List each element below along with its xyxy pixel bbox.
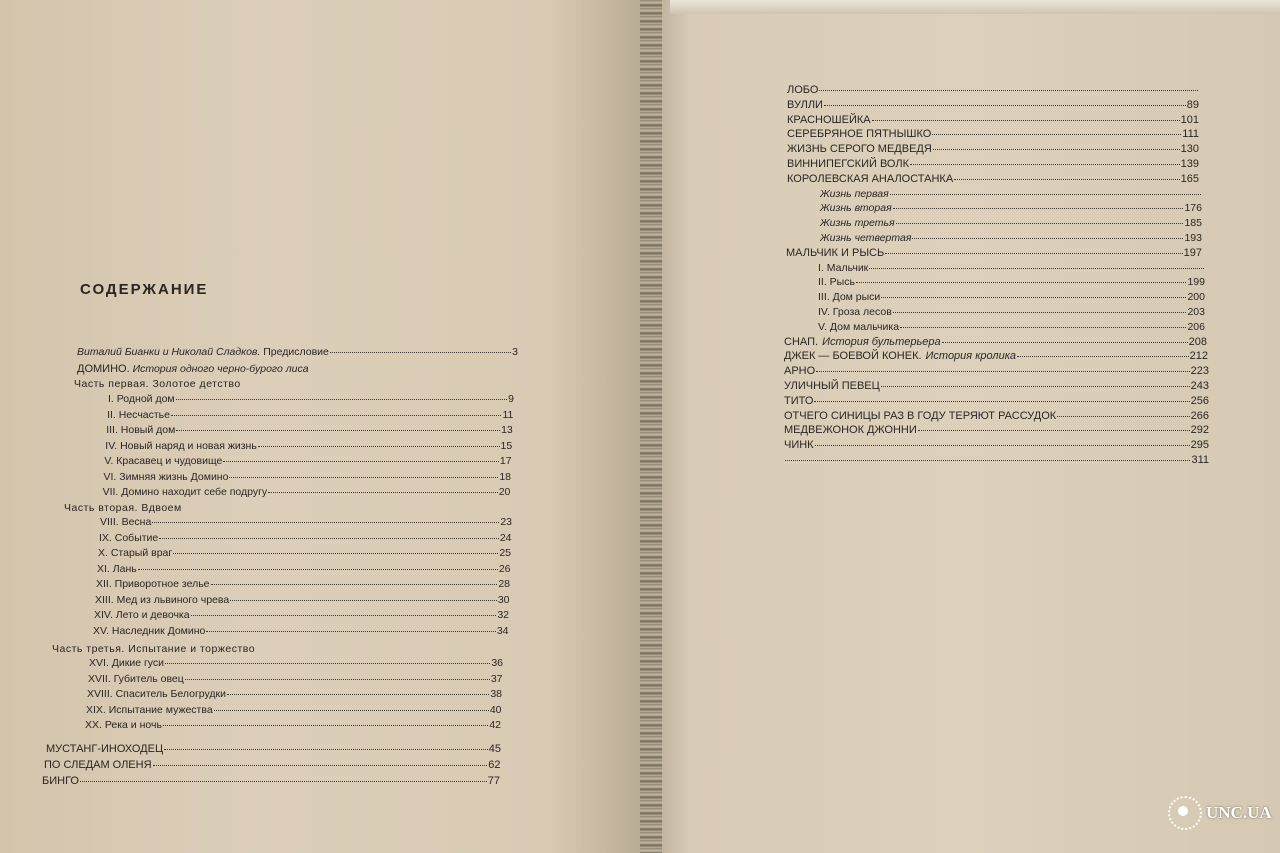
- leader-dots: [159, 538, 499, 539]
- toc-entry-chapter: [103, 485, 511, 499]
- page-number: 206: [1187, 320, 1205, 333]
- toc-entry-story: [786, 246, 1202, 260]
- page-number: 89: [1186, 98, 1199, 111]
- leader-dots: [206, 631, 495, 632]
- entry-label: КРАСНОШЕЙКА: [787, 113, 871, 126]
- entry-label: БИНГО: [42, 775, 79, 787]
- entry-label: IV. Гроза лесов: [818, 306, 892, 318]
- entry-label: ЧИНК: [784, 439, 814, 452]
- leader-dots: [893, 312, 1187, 313]
- page-number: 45: [488, 743, 501, 755]
- entry-label: VIII. Весна: [100, 516, 152, 528]
- toc-entry-chapter: [87, 687, 502, 701]
- leader-dots: [869, 268, 1204, 269]
- toc-entry-preface: [77, 345, 518, 359]
- toc-entry-chapter: [88, 672, 503, 686]
- leader-dots: [171, 415, 501, 416]
- leader-dots: [191, 615, 497, 616]
- entry-label: II. Несчастье: [107, 408, 170, 421]
- toc-entry-chapter: [104, 470, 512, 484]
- leader-dots: [942, 342, 1188, 343]
- page-number: 203: [1187, 306, 1205, 318]
- entry-label: ЖИЗНЬ СЕРОГО МЕДВЕДЯ: [787, 143, 932, 156]
- toc-entry-chapter: [818, 320, 1205, 334]
- toc-entry-chapter: [99, 531, 512, 545]
- page-number: 243: [1190, 380, 1209, 392]
- page-number: 38: [490, 688, 502, 700]
- toc-entry-story: [787, 172, 1199, 186]
- leader-dots: [814, 401, 1189, 402]
- leader-dots: [163, 725, 488, 726]
- part-heading-1: Часть первая. Золотое детство: [74, 378, 241, 390]
- leader-dots: [229, 477, 498, 478]
- entry-label: ВИННИПЕГСКИЙ ВОЛК: [787, 158, 909, 170]
- page-number: 176: [1184, 202, 1202, 215]
- entry-label: XIII. Мед из львиного чрева: [95, 593, 230, 606]
- leader-dots: [1017, 356, 1189, 357]
- leader-dots: [912, 238, 1183, 239]
- toc-entry-story: [787, 98, 1199, 112]
- entry-label: УЛИЧНЫЙ ПЕВЕЦ: [784, 380, 880, 392]
- toc-entry-story: [787, 113, 1199, 127]
- page-number: 20: [498, 486, 511, 498]
- page-number: 37: [490, 672, 503, 685]
- leader-dots: [918, 430, 1190, 431]
- leader-dots: [856, 282, 1187, 283]
- entry-label: XX. Река и ночь: [85, 719, 162, 731]
- book-spine: [640, 0, 662, 853]
- page-number: 36: [491, 657, 503, 669]
- page-number: 25: [499, 547, 511, 559]
- leader-dots: [268, 492, 498, 493]
- toc-entry-story: [784, 349, 1208, 363]
- leader-dots: [258, 446, 500, 447]
- entry-label: ЛОБО: [787, 84, 819, 96]
- entry-label: XVI. Дикие гуси: [89, 657, 165, 669]
- leader-dots: [885, 253, 1182, 254]
- page-number: 212: [1189, 350, 1208, 363]
- page-number: 13: [501, 424, 513, 436]
- entry-label: III. Дом рыси: [818, 291, 881, 304]
- entry-label: I. Мальчик: [818, 261, 869, 274]
- toc-entry-chapter: [105, 439, 512, 453]
- page-number: 11: [502, 408, 514, 421]
- leader-dots: [153, 765, 488, 766]
- contents-title: СОДЕРЖАНИЕ: [80, 281, 209, 298]
- page-number: 77: [487, 775, 500, 787]
- entry-label: МУСТАНГ-ИНОХОДЕЦ: [46, 743, 164, 755]
- leader-dots: [819, 90, 1198, 91]
- toc-entry-story: [784, 335, 1207, 349]
- entry-label: Жизнь четвертая: [820, 232, 912, 244]
- page-number: 185: [1184, 217, 1202, 230]
- toc-entry-story: [784, 394, 1209, 408]
- toc-entry-chapter: [820, 201, 1202, 215]
- toc-entry-chapter: [818, 290, 1205, 304]
- toc-entry-story: [787, 127, 1199, 141]
- entry-label: XV. Наследник Домино: [93, 624, 206, 637]
- toc-entry-story: [784, 409, 1209, 423]
- entry-label: ОТЧЕГО СИНИЦЫ РАЗ В ГОДУ ТЕРЯЮТ РАССУДОК: [784, 409, 1057, 422]
- leader-dots: [816, 371, 1189, 372]
- entry-label: XVIII. Спаситель Белогрудки: [87, 688, 227, 700]
- entry-label: XI. Лань: [97, 562, 137, 575]
- page-number: 28: [498, 578, 510, 590]
- entry-subtitle: История бультерьера: [822, 335, 941, 348]
- toc-entry-chapter: [97, 562, 511, 576]
- page-number: 42: [489, 719, 501, 731]
- toc-entry-chapter: [818, 261, 1205, 275]
- page-number: 256: [1190, 394, 1209, 407]
- leader-dots: [910, 164, 1180, 165]
- leader-dots: [152, 522, 499, 523]
- page-number: 193: [1184, 232, 1202, 244]
- toc-entry-story: [787, 83, 1199, 97]
- toc-entry-chapter: [818, 275, 1205, 289]
- entry-label: ПО СЛЕДАМ ОЛЕНЯ: [44, 759, 152, 771]
- toc-entry-chapter: [98, 546, 511, 560]
- preface-label: Предисловие: [263, 346, 329, 358]
- leader-dots: [881, 297, 1186, 298]
- toc-entry-story: [44, 758, 501, 772]
- entry-label: Жизнь третья: [820, 217, 895, 230]
- toc-entry-chapter: [95, 593, 510, 607]
- entry-label: III. Новый дом: [106, 424, 176, 436]
- toc-entry-chapter: [107, 408, 513, 422]
- page-number: 26: [498, 562, 511, 575]
- page-number: 200: [1187, 291, 1205, 304]
- page-number: 111: [1182, 128, 1199, 141]
- entry-label: VI. Зимняя жизнь Домино: [103, 470, 229, 483]
- entry-label: ВУЛЛИ: [787, 98, 823, 111]
- domino-subtitle: История одного черно-бурого лиса: [132, 363, 309, 375]
- toc-entry-chapter: [85, 718, 501, 732]
- leader-dots: [185, 679, 490, 680]
- toc-entry-story: [784, 453, 1209, 467]
- entry-label: ДЖЕК — БОЕВОЙ КОНЕК.: [784, 350, 922, 363]
- toc-entry-chapter: [96, 577, 510, 591]
- page-number: 30: [497, 593, 510, 606]
- page-number: 24: [499, 531, 512, 544]
- entry-label: XIV. Лето и девочка: [94, 609, 190, 621]
- page-number: 101: [1180, 113, 1199, 126]
- toc-entry-story: [784, 438, 1209, 452]
- entry-label: XII. Приворотное зелье: [96, 578, 210, 590]
- leader-dots: [785, 460, 1190, 461]
- leader-dots: [954, 179, 1179, 180]
- leader-dots: [933, 149, 1180, 150]
- leader-dots: [227, 694, 489, 695]
- leader-dots: [890, 194, 1201, 195]
- toc-entry-chapter: [818, 305, 1205, 319]
- leader-dots: [165, 663, 490, 664]
- toc-entry-story: [784, 364, 1209, 378]
- entry-label: II. Рысь: [818, 276, 855, 289]
- entry-label: V. Дом мальчика: [818, 320, 900, 333]
- toc-entry-chapter: [104, 454, 511, 468]
- entry-label: Жизнь первая: [820, 187, 889, 200]
- toc-entry-story: [784, 423, 1209, 437]
- page-number: 17: [499, 455, 512, 467]
- page-number: 139: [1180, 158, 1199, 170]
- entry-label: XIX. Испытание мужества: [86, 703, 213, 716]
- page-number: 165: [1180, 172, 1199, 185]
- preface-author: Виталий Бианки и Николай Сладков.: [77, 346, 261, 358]
- entry-label: V. Красавец и чудовище: [104, 455, 223, 467]
- page-number: 9: [508, 393, 514, 405]
- toc-entry-chapter: [93, 624, 509, 638]
- page-number: 23: [500, 516, 512, 528]
- page-number: 266: [1190, 409, 1209, 422]
- page-number: 62: [488, 759, 501, 771]
- leader-dots: [223, 461, 499, 462]
- page-number: 223: [1190, 365, 1209, 378]
- toc-entry-story: [784, 379, 1209, 393]
- leader-dots: [872, 120, 1180, 121]
- page-number: 32: [497, 609, 509, 621]
- page-number: 34: [496, 624, 509, 637]
- leader-dots: [176, 399, 508, 400]
- leader-dots: [211, 584, 498, 585]
- sun-logo-icon: [1168, 796, 1202, 830]
- page-number: 130: [1180, 143, 1199, 156]
- toc-entry-chapter: [100, 515, 512, 529]
- watermark-text: UNC.UA: [1206, 803, 1272, 822]
- leader-dots: [330, 352, 511, 353]
- leader-dots: [230, 600, 497, 601]
- entry-subtitle: История кролика: [925, 350, 1017, 363]
- toc-entry-chapter: [86, 703, 502, 717]
- part-heading-3: Часть третья. Испытание и торжество: [52, 643, 256, 655]
- page-number: 15: [500, 439, 513, 452]
- domino-title: ДОМИНО.: [77, 363, 130, 375]
- entry-label: IX. Событие: [99, 531, 159, 544]
- page-number: 199: [1187, 276, 1205, 289]
- page-number: 40: [489, 703, 502, 716]
- toc-entry-story: [42, 774, 500, 788]
- page-number: 3: [512, 346, 518, 358]
- leader-dots: [881, 386, 1190, 387]
- leader-dots: [173, 553, 498, 554]
- leader-dots: [815, 445, 1190, 446]
- toc-entry-chapter: [820, 231, 1202, 245]
- toc-heading-domino: [77, 362, 309, 376]
- page-number: 197: [1183, 246, 1202, 259]
- leader-dots: [900, 327, 1186, 328]
- watermark: [1168, 796, 1272, 830]
- toc-entry-chapter: [108, 392, 514, 406]
- leader-dots: [214, 710, 489, 711]
- toc-entry-story: [787, 142, 1199, 156]
- entry-label: СНАП.: [784, 335, 819, 348]
- leader-dots: [138, 569, 498, 570]
- leader-dots: [893, 208, 1184, 209]
- entry-label: I. Родной дом: [108, 393, 175, 405]
- part-heading-2: Часть вторая. Вдвоем: [64, 502, 182, 514]
- leader-dots: [164, 749, 488, 750]
- entry-label: Жизнь вторая: [820, 202, 892, 215]
- entry-label: IV. Новый наряд и новая жизнь: [105, 439, 257, 452]
- leader-dots: [896, 223, 1184, 224]
- toc-entry-story: [787, 157, 1199, 171]
- toc-entry-chapter: [106, 423, 513, 437]
- entry-label: МЕДВЕЖОНОК ДЖОННИ: [784, 424, 917, 437]
- page-number: 208: [1188, 335, 1207, 348]
- page-edge: [670, 0, 1280, 14]
- leader-dots: [176, 430, 500, 431]
- page-number: 292: [1190, 424, 1209, 437]
- leader-dots: [1057, 416, 1189, 417]
- toc-entry-chapter: [820, 216, 1202, 230]
- entry-label: VII. Домино находит себе подругу: [102, 486, 268, 498]
- page-number: 295: [1190, 439, 1209, 452]
- entry-label: МАЛЬЧИК И РЫСЬ: [786, 246, 885, 259]
- toc-entry-chapter: [820, 187, 1202, 201]
- entry-label: ТИТО: [784, 394, 814, 407]
- toc-entry-chapter: [94, 608, 509, 622]
- page-number: 18: [499, 470, 511, 483]
- leader-dots: [80, 781, 487, 782]
- entry-label: АРНО: [784, 365, 816, 378]
- toc-entry-chapter: [89, 656, 503, 670]
- entry-label: СЕРЕБРЯНОЕ ПЯТНЫШКО: [787, 128, 932, 141]
- leader-dots: [824, 105, 1186, 106]
- leader-dots: [932, 134, 1181, 135]
- toc-entry-story: [46, 742, 501, 756]
- entry-label: X. Старый враг: [98, 547, 173, 559]
- entry-label: XVII. Губитель овец: [88, 672, 184, 685]
- page-number: 311: [1191, 454, 1209, 466]
- entry-label: КОРОЛЕВСКАЯ АНАЛОСТАНКА: [787, 172, 954, 185]
